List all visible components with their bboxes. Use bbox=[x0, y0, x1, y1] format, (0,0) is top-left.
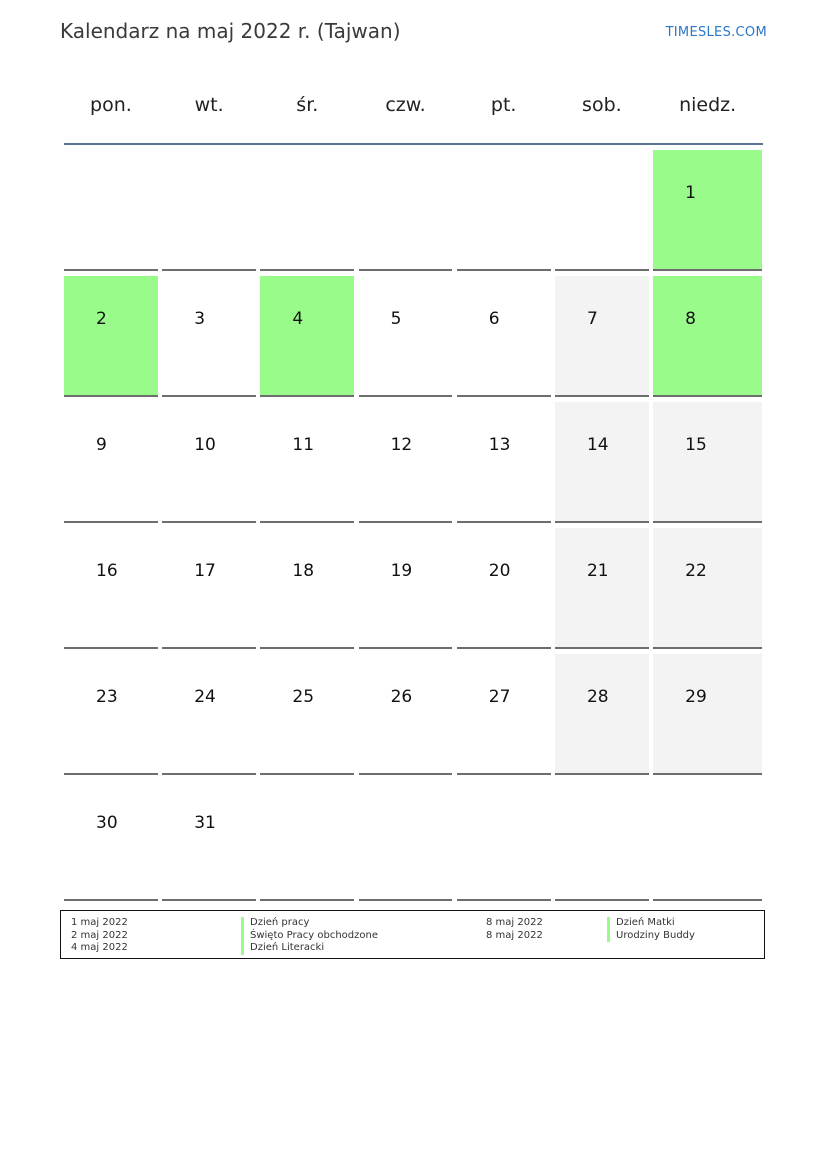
day-number: 15 bbox=[685, 435, 707, 455]
legend-holiday-name: Urodziny Buddy bbox=[607, 930, 695, 943]
day-number: 25 bbox=[292, 687, 315, 707]
day-cell[interactable] bbox=[457, 654, 551, 775]
legend-holiday-name: Dzień pracy bbox=[241, 917, 378, 930]
empty-day-cell bbox=[64, 150, 158, 271]
week-row bbox=[64, 528, 763, 649]
day-cell[interactable] bbox=[162, 276, 256, 397]
empty-day-cell bbox=[359, 780, 453, 901]
page-title: Kalendarz na maj 2022 r. (Tajwan) bbox=[60, 19, 401, 43]
weekday-label: wt. bbox=[194, 94, 224, 116]
weekday-label: niedz. bbox=[679, 94, 737, 116]
day-number: 3 bbox=[194, 309, 206, 329]
day-cell[interactable] bbox=[162, 402, 256, 523]
day-cell[interactable] bbox=[260, 276, 354, 397]
day-cell[interactable] bbox=[653, 654, 762, 775]
legend-holiday-name: Dzień Matki bbox=[607, 917, 695, 930]
weekday-label: śr. bbox=[296, 94, 319, 116]
day-number: 26 bbox=[390, 687, 413, 707]
day-number: 17 bbox=[194, 561, 216, 581]
day-cell[interactable] bbox=[260, 402, 354, 523]
day-number: 27 bbox=[488, 687, 511, 707]
day-cell[interactable] bbox=[162, 654, 256, 775]
empty-day-cell bbox=[359, 150, 453, 271]
legend-holiday-name: Święto Pracy obchodzone bbox=[241, 930, 378, 943]
day-number: 5 bbox=[390, 309, 402, 329]
day-number: 4 bbox=[292, 309, 304, 329]
day-number: 13 bbox=[488, 435, 511, 455]
legend-right-dates bbox=[486, 917, 543, 942]
empty-day-cell bbox=[555, 780, 649, 901]
legend-date: 1 maj 2022 bbox=[71, 917, 128, 928]
day-number: 14 bbox=[586, 435, 609, 455]
weeks-container bbox=[64, 150, 763, 901]
day-cell[interactable] bbox=[653, 528, 762, 649]
legend-right-names bbox=[607, 917, 695, 942]
holiday-legend bbox=[60, 910, 765, 959]
day-cell[interactable] bbox=[260, 654, 354, 775]
day-number: 24 bbox=[194, 687, 216, 707]
day-cell[interactable] bbox=[555, 528, 649, 649]
day-cell[interactable] bbox=[359, 276, 453, 397]
day-cell[interactable] bbox=[555, 402, 649, 523]
day-cell[interactable] bbox=[653, 402, 762, 523]
day-cell[interactable] bbox=[162, 780, 256, 901]
day-number: 2 bbox=[96, 309, 107, 329]
day-cell[interactable] bbox=[359, 654, 453, 775]
day-cell[interactable] bbox=[162, 528, 256, 649]
day-cell[interactable] bbox=[555, 276, 649, 397]
empty-day-cell bbox=[457, 150, 551, 271]
day-cell[interactable] bbox=[64, 780, 158, 901]
legend-holiday-name: Dzień Literacki bbox=[241, 942, 378, 955]
brand-link[interactable]: TIMESLES.COM bbox=[665, 25, 767, 40]
day-number: 11 bbox=[292, 435, 315, 455]
day-cell[interactable] bbox=[653, 150, 762, 271]
empty-day-cell bbox=[457, 780, 551, 901]
day-number: 31 bbox=[194, 813, 216, 833]
calendar-grid bbox=[64, 60, 763, 906]
day-number: 18 bbox=[292, 561, 315, 581]
day-cell[interactable] bbox=[359, 528, 453, 649]
day-number: 21 bbox=[586, 561, 609, 581]
day-cell[interactable] bbox=[64, 402, 158, 523]
day-cell[interactable] bbox=[260, 528, 354, 649]
header-divider bbox=[64, 143, 763, 145]
weekday-label: pon. bbox=[90, 94, 132, 116]
day-cell[interactable] bbox=[359, 402, 453, 523]
day-number: 1 bbox=[685, 183, 696, 203]
day-number: 10 bbox=[194, 435, 216, 455]
day-number: 12 bbox=[390, 435, 413, 455]
day-number: 29 bbox=[685, 687, 707, 707]
empty-day-cell bbox=[653, 780, 762, 901]
weekday-header-row bbox=[64, 60, 763, 143]
day-cell[interactable] bbox=[653, 276, 762, 397]
legend-left-dates bbox=[71, 917, 128, 955]
day-number: 28 bbox=[586, 687, 609, 707]
legend-date: 4 maj 2022 bbox=[71, 942, 128, 953]
day-number: 23 bbox=[96, 687, 118, 707]
day-cell[interactable] bbox=[64, 276, 158, 397]
week-row bbox=[64, 276, 763, 397]
day-cell[interactable] bbox=[457, 402, 551, 523]
week-row bbox=[64, 402, 763, 523]
empty-day-cell bbox=[555, 150, 649, 271]
weekday-label: pt. bbox=[490, 94, 517, 116]
day-number: 8 bbox=[685, 309, 696, 329]
day-number: 19 bbox=[390, 561, 413, 581]
day-cell[interactable] bbox=[457, 276, 551, 397]
day-number: 30 bbox=[96, 813, 118, 833]
day-number: 6 bbox=[488, 309, 500, 329]
day-number: 16 bbox=[96, 561, 118, 581]
day-cell[interactable] bbox=[64, 528, 158, 649]
day-number: 9 bbox=[96, 435, 107, 455]
legend-left-names bbox=[241, 917, 378, 955]
empty-day-cell bbox=[260, 780, 354, 901]
week-row bbox=[64, 780, 763, 901]
day-cell[interactable] bbox=[64, 654, 158, 775]
empty-day-cell bbox=[260, 150, 354, 271]
weekday-label: sob. bbox=[582, 94, 622, 116]
day-number: 7 bbox=[586, 309, 598, 329]
legend-date: 8 maj 2022 bbox=[486, 929, 543, 941]
legend-date: 2 maj 2022 bbox=[71, 929, 128, 941]
week-row bbox=[64, 654, 763, 775]
week-row bbox=[64, 150, 763, 271]
day-cell[interactable] bbox=[457, 528, 551, 649]
empty-day-cell bbox=[162, 150, 256, 271]
weekday-label: czw. bbox=[385, 94, 426, 116]
day-number: 20 bbox=[488, 561, 511, 581]
day-cell[interactable] bbox=[555, 654, 649, 775]
legend-date: 8 maj 2022 bbox=[486, 917, 543, 928]
day-number: 22 bbox=[685, 561, 707, 581]
